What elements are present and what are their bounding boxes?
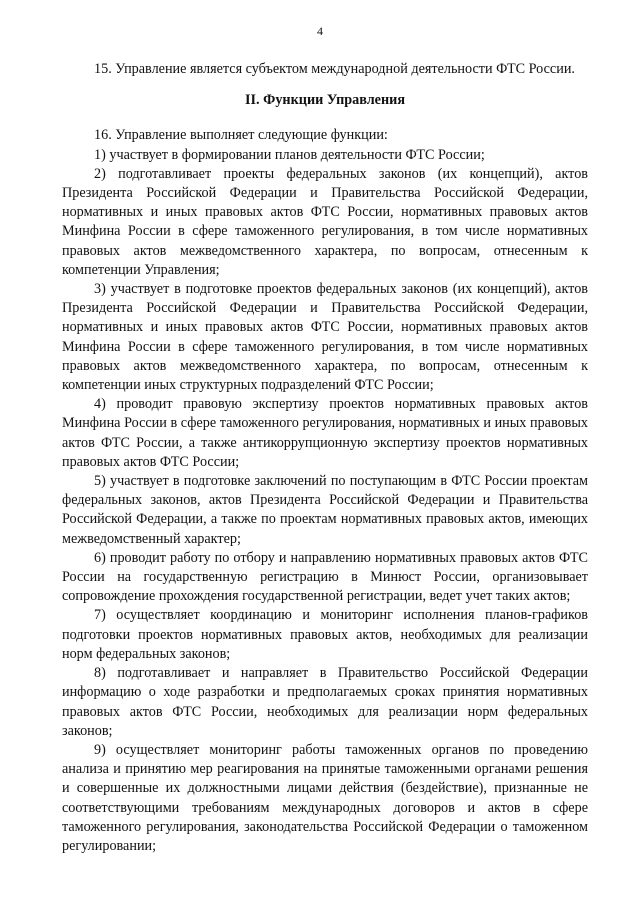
paragraph-item-1: 1) участвует в формировании планов деятельности ФТС России;	[94, 146, 485, 163]
page-number: 4	[317, 24, 323, 38]
paragraph-item-8: 8) подготавливает и направляет в Правительство Российской Федерации информацию о ходе разработки и предполагаемых сроках принятия нормативных правовых актов ФТС России, необходимых для реализации норм федеральных законов;	[62, 665, 588, 739]
paragraph-item-2: 2) подготавливает проекты федеральных законов (их концепций), актов Президента Российской Федерации и Правительства Российской Федерации, нормативных и иных правовых актов ФТС России, нормативных правовых актов Минфина России в сфере таможенного регулирования, в том числе нормативных правовых актов межведомственного характера, по вопросам, отнесенным к компетенции Управления;	[62, 165, 588, 278]
paragraph-item-6: 6) проводит работу по отбору и направлению нормативных правовых актов ФТС России на государственную регистрацию в Минюст России, организовывает сопровождение прохождения государственной регистрации, ведет учет таких актов;	[62, 549, 588, 605]
paragraph-item-4: 4) проводит правовую экспертизу проектов нормативных правовых актов Минфина России в сфере таможенного регулирования, нормативных и иных правовых актов ФТС России, а также антикоррупционную экспертизу проектов нормативных правовых актов ФТС России;	[62, 396, 588, 470]
page-content	[62, 60, 588, 856]
section-title: II. Функции Управления	[245, 92, 405, 109]
paragraph-item-7: 7) осуществляет координацию и мониторинг исполнения планов-графиков подготовки проектов нормативных правовых актов, необходимых для реализации норм федеральных законов;	[62, 607, 588, 662]
paragraph-item-5: 5) участвует в подготовке заключений по поступающим в ФТС России проектам федеральных законов, актов Президента Российской Федерации и Правительства Российской Федерации, а также по проектам нормативных правовых актов, имеющих межведомственный характер;	[62, 473, 588, 547]
intro-paragraph: 15. Управление является субъектом международной деятельности ФТС России.	[94, 61, 575, 77]
paragraph-item-9: 9) осуществляет мониторинг работы таможенных органов по проведению анализа и принятию мер реагирования на принятые таможенными органами решения и совершенные их должностными лицами действия (бездействие), признанные не соответствующими требованиям международных договоров и актов в сфере таможенного регулирования, законодательства Российской Федерации о таможенном регулировании;	[62, 741, 588, 854]
paragraph-item-3: 3) участвует в подготовке проектов федеральных законов (их концепций), актов Президента Российской Федерации и Правительства Российской Федерации, нормативных и иных правовых актов ФТС России, нормативных правовых актов Минфина России в сфере таможенного регулирования, в том числе нормативных правовых актов межведомственного характера, по вопросам, отнесенным к компетенции иных структурных подразделений ФТС России;	[62, 281, 588, 394]
paragraph-16: 16. Управление выполняет следующие функции:	[94, 127, 388, 144]
